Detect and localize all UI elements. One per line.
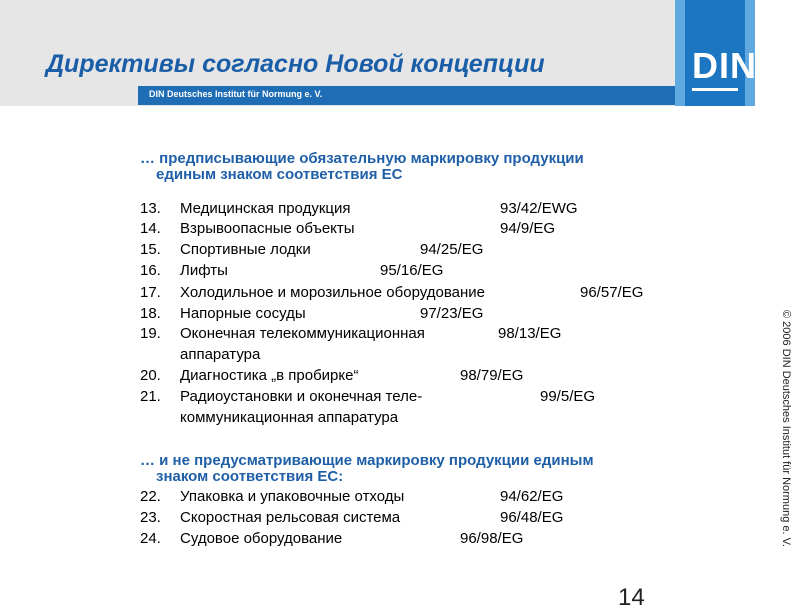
- item-label: Взрывоопасные объекты: [180, 220, 355, 237]
- item-number: 21.: [140, 388, 161, 405]
- item-label: Упаковка и упаковочные отходы: [180, 488, 405, 505]
- page-number: 14: [618, 584, 645, 611]
- item-code: 94/62/EG: [500, 488, 564, 505]
- item-number: 23.: [140, 509, 161, 526]
- item-label: Судовое оборудование: [180, 530, 343, 547]
- item-label: Диагностика „в пробирке“: [180, 367, 359, 384]
- section2-heading-line2: знаком соответствия ЕС:: [156, 468, 344, 485]
- item-code: 94/9/EG: [500, 220, 556, 237]
- item-label: Спортивные лодки: [180, 241, 311, 258]
- item-label: Скоростная рельсовая система: [180, 509, 401, 526]
- din-logo-panel: [685, 0, 757, 106]
- item-label: Напорные сосуды: [180, 305, 306, 322]
- item-number: 17.: [140, 284, 161, 301]
- item-code: 98/79/EG: [460, 367, 524, 384]
- item-number: 14.: [140, 220, 161, 237]
- din-logo-text: DIN: [692, 45, 757, 86]
- subtitle-bar-text: DIN Deutsches Institut für Normung e. V.: [149, 89, 323, 99]
- din-logo: [675, 0, 755, 106]
- item-number: 16.: [140, 262, 161, 279]
- item-number: 19.: [140, 325, 161, 342]
- item-code: 93/42/EWG: [500, 200, 578, 217]
- section1-heading-line2: единым знаком соответствия ЕС: [156, 166, 403, 183]
- item-number: 24.: [140, 530, 161, 547]
- item-code: 95/16/EG: [380, 262, 444, 279]
- item-code: 96/48/EG: [500, 509, 564, 526]
- subtitle-bar: [138, 86, 675, 105]
- copyright-vertical: [778, 310, 798, 580]
- item-label: Оконечная телекоммуникационная: [180, 325, 425, 342]
- din-logo-underline: [692, 88, 738, 91]
- item-number: 20.: [140, 367, 161, 384]
- item-label: Лифты: [180, 262, 228, 279]
- item-code: 97/23/EG: [420, 305, 484, 322]
- item-code: 94/25/EG: [420, 241, 484, 258]
- section1-heading-line1: … предписывающие обязательную маркировку продукции: [140, 150, 584, 167]
- item-label: Холодильное и морозильное оборудование: [180, 284, 485, 301]
- item-code: 96/57/EG: [580, 284, 644, 301]
- item-number: 22.: [140, 488, 161, 505]
- item-code: 98/13/EG: [498, 325, 562, 342]
- copyright-text: © 2006 DIN Deutsches Institut für Normung e. V.: [780, 310, 792, 547]
- item-code: 99/5/EG: [540, 388, 596, 405]
- page-title: Директивы согласно Новой концепции: [46, 50, 545, 78]
- item-label-continued: аппаратура: [180, 346, 261, 363]
- section2-heading-line1: … и не предусматривающие маркировку продукции единым: [140, 452, 594, 469]
- item-label: Радиоустановки и оконечная теле-: [180, 388, 423, 405]
- item-number: 18.: [140, 305, 161, 322]
- item-label-continued: коммуникационная аппаратура: [180, 409, 399, 426]
- item-number: 15.: [140, 241, 161, 258]
- item-number: 13.: [140, 200, 161, 217]
- item-label: Медицинская продукция: [180, 200, 351, 217]
- item-code: 96/98/EG: [460, 530, 524, 547]
